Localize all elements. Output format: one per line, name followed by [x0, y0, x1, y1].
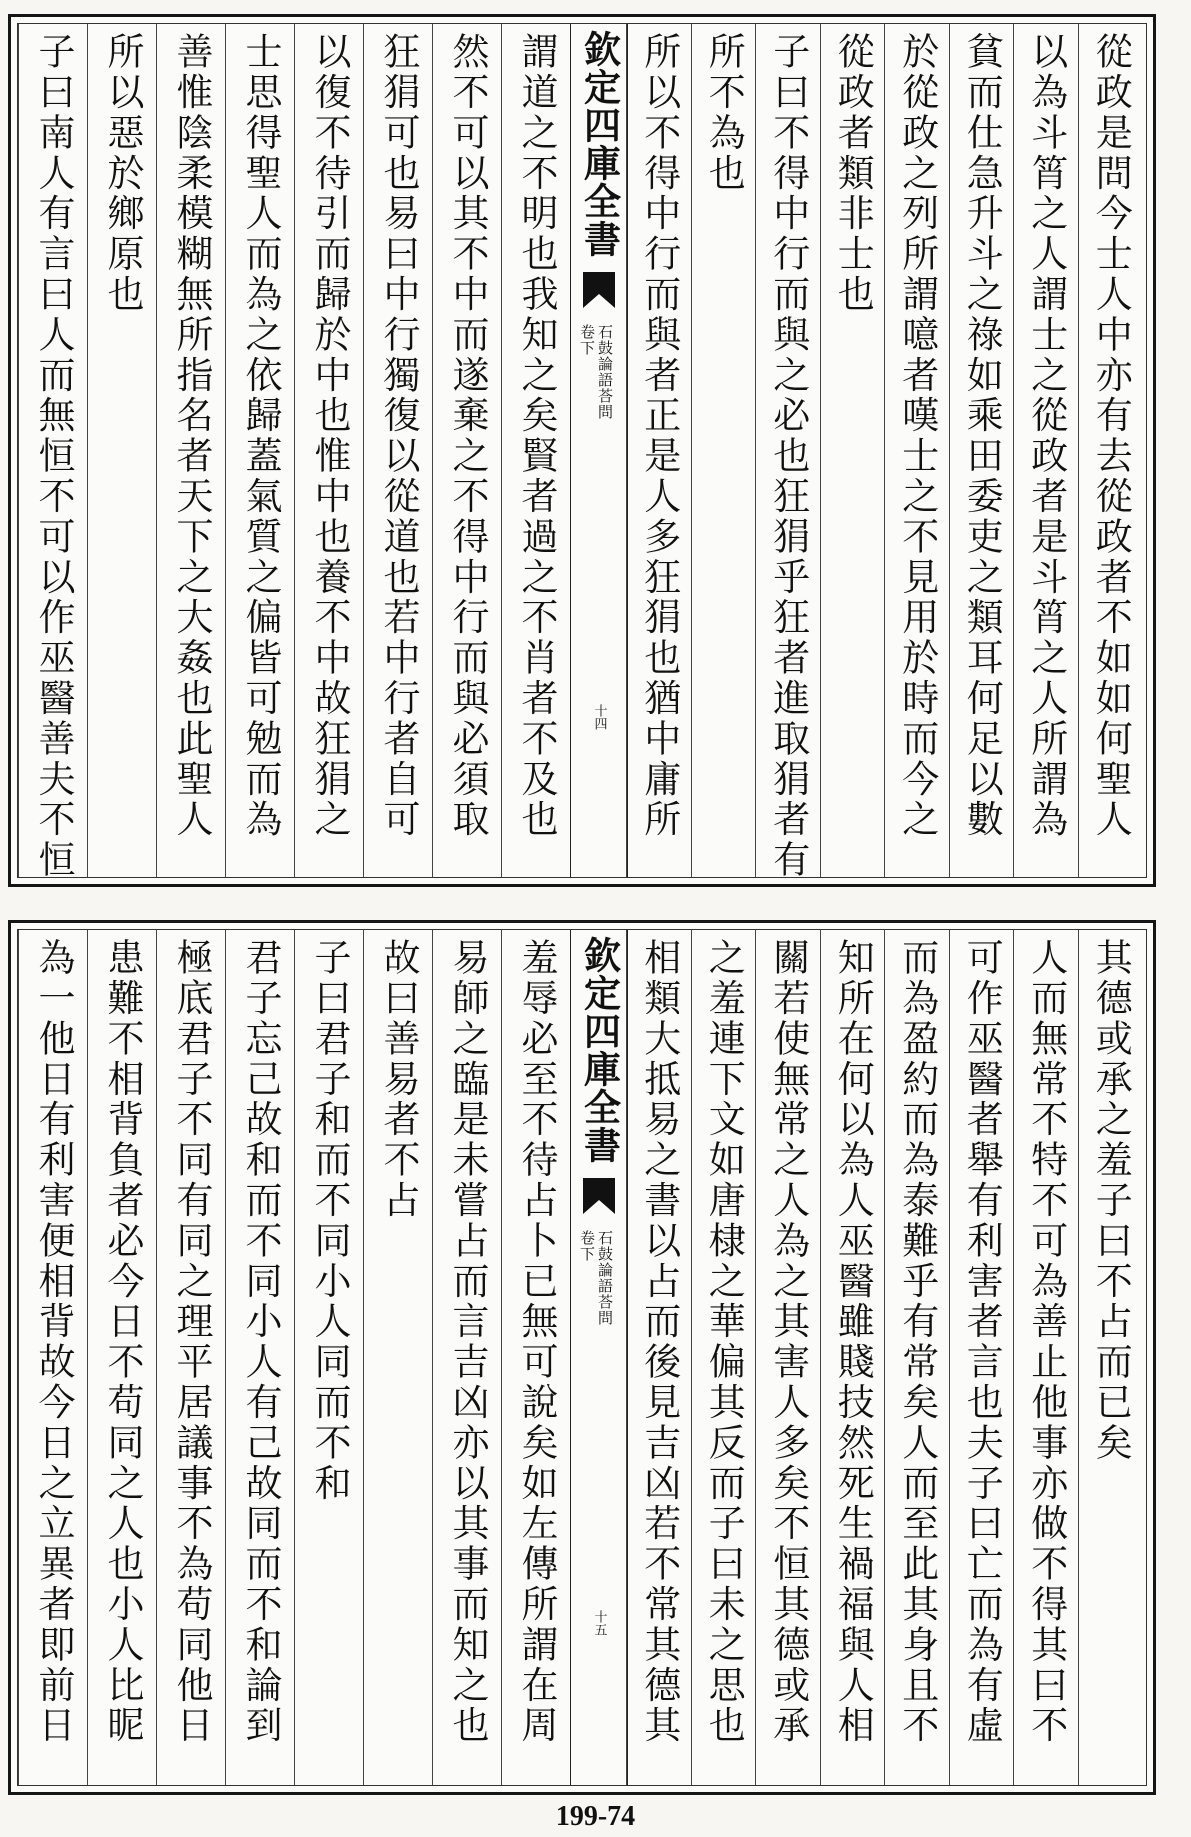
column-text: 所以不得中行而與者正是人多狂狷也猶中庸所: [637, 32, 681, 840]
column-text: 狂狷可也易曰中行獨復以從道也若中行者自可: [377, 32, 420, 840]
text-column: [18, 930, 88, 1785]
text-frame: [17, 929, 1147, 1786]
column-text: 可作巫醫者舉有利害者言也夫子曰亡而為有虛: [960, 938, 1004, 1746]
text-column: [156, 24, 226, 877]
column-text: 子曰南人有言曰人而無恒不可以作巫醫善夫不恒: [32, 32, 75, 881]
column-text: 所以惡於鄉原也: [101, 32, 144, 315]
column-text: 以為斗筲之人謂士之從政者是斗筲之人所謂為: [1024, 32, 1068, 840]
text-column: [363, 24, 433, 877]
column-text: 為一他日有利害便相背故今日之立異者即前日: [32, 938, 75, 1746]
text-column: [18, 24, 88, 881]
text-column: [691, 24, 757, 877]
text-column: [432, 24, 502, 877]
column-text: 君子忘己故和而不同小人有己故同而不和論到: [239, 938, 282, 1746]
text-column: [1078, 24, 1144, 877]
page-panel-top: [8, 14, 1156, 887]
column-text: 子曰不得中行而與之必也狂狷乎狂者進取狷者有: [766, 32, 810, 881]
text-column: [1013, 930, 1079, 1785]
column-text: 羞辱必至不待占卜已無可說矣如左傳所謂在周: [515, 938, 558, 1746]
text-column: [820, 24, 886, 877]
text-column: [225, 930, 295, 1785]
column-text: 謂道之不明也我知之矣賢者過之不肖者不及也: [515, 32, 558, 840]
text-column: [363, 930, 433, 1785]
column-text: 善惟陰柔模糊無所指名者天下之大姦也此聖人: [170, 32, 213, 840]
text-column: [626, 930, 692, 1785]
column-text: 從政是問今士人中亦有去從政者不如如何聖人: [1089, 32, 1133, 840]
page-number: 199-74: [555, 1801, 636, 1832]
column-text: 之羞連下文如唐棣之華偏其反而子曰未之思也: [702, 938, 746, 1746]
book-title: 石鼓論語荅問: [596, 1230, 614, 1326]
text-column: [432, 930, 502, 1785]
text-column: [884, 930, 950, 1785]
volume-label: 卷下: [578, 324, 596, 356]
column-text: 然不可以其不中而遂棄之不得中行而與必須取: [446, 32, 489, 840]
text-column: [1078, 930, 1144, 1785]
text-column: [501, 930, 571, 1785]
volume-label: 卷下: [578, 1230, 596, 1262]
leaf-number: 十四: [591, 704, 607, 730]
text-column: [755, 930, 821, 1785]
text-column: [294, 930, 364, 1785]
column-text: 所不為也: [702, 32, 746, 194]
page-panel-bottom: [8, 920, 1156, 1795]
collection-title: 欽定四庫全書: [577, 936, 622, 1164]
column-text: 士思得聖人而為之依歸蓋氣質之偏皆可勉而為: [239, 32, 282, 840]
column-text: 故曰善易者不占: [377, 938, 420, 1221]
column-text: 相類大抵易之書以占而後見吉凶若不常其德其: [637, 938, 681, 1746]
column-text: 子曰君子和而不同小人同而不和: [308, 938, 351, 1504]
column-text: 於從政之列所謂噫者嘆士之不見用於時而今之: [895, 32, 939, 840]
text-column: [501, 24, 571, 877]
fishtail-mark-icon: [583, 272, 615, 308]
fishtail-mark-icon: [583, 1178, 615, 1214]
text-column: [949, 24, 1015, 877]
text-column: [225, 24, 295, 877]
column-text: 貧而仕急升斗之祿如乘田委吏之類耳何足以數: [960, 32, 1004, 840]
column-text: 其德或承之羞子曰不占而已矣: [1089, 938, 1133, 1464]
column-text: 以復不待引而歸於中也惟中也養不中故狂狷之: [308, 32, 351, 840]
text-column: [294, 24, 364, 877]
text-column: [626, 24, 692, 877]
column-text: 極底君子不同有同之理平居議事不為苟同他日: [170, 938, 213, 1746]
column-text: 患難不相背負者必今日不苟同之人也小人比昵: [101, 938, 144, 1746]
text-column: [820, 930, 886, 1785]
text-column: [1013, 24, 1079, 877]
collection-title: 欽定四庫全書: [577, 30, 622, 258]
book-title: 石鼓論語荅問: [596, 324, 614, 420]
text-frame: [17, 23, 1147, 881]
column-text: 而為盈約而為泰難乎有常矣人而至此其身且不: [895, 938, 939, 1746]
fold-band: [570, 930, 628, 1785]
text-column: [87, 24, 157, 877]
leaf-number: 十五: [591, 1610, 607, 1636]
text-column: [691, 930, 757, 1785]
column-text: 人而無常不特不可為善止他事亦做不得其曰不: [1024, 938, 1068, 1746]
text-column: [156, 930, 226, 1785]
column-text: 知所在何以為人巫醫雖賤技然死生禍福與人相: [831, 938, 875, 1746]
fold-band: [570, 24, 628, 877]
column-text: 易師之臨是未嘗占而言吉凶亦以其事而知之也: [446, 938, 489, 1746]
text-column: [87, 930, 157, 1785]
text-column: [755, 24, 821, 881]
text-column: [884, 24, 950, 877]
column-text: 關若使無常之人為之其害人多矣不恒其德或承: [766, 938, 810, 1746]
column-text: 從政者類非士也: [831, 32, 875, 315]
text-column: [949, 930, 1015, 1785]
